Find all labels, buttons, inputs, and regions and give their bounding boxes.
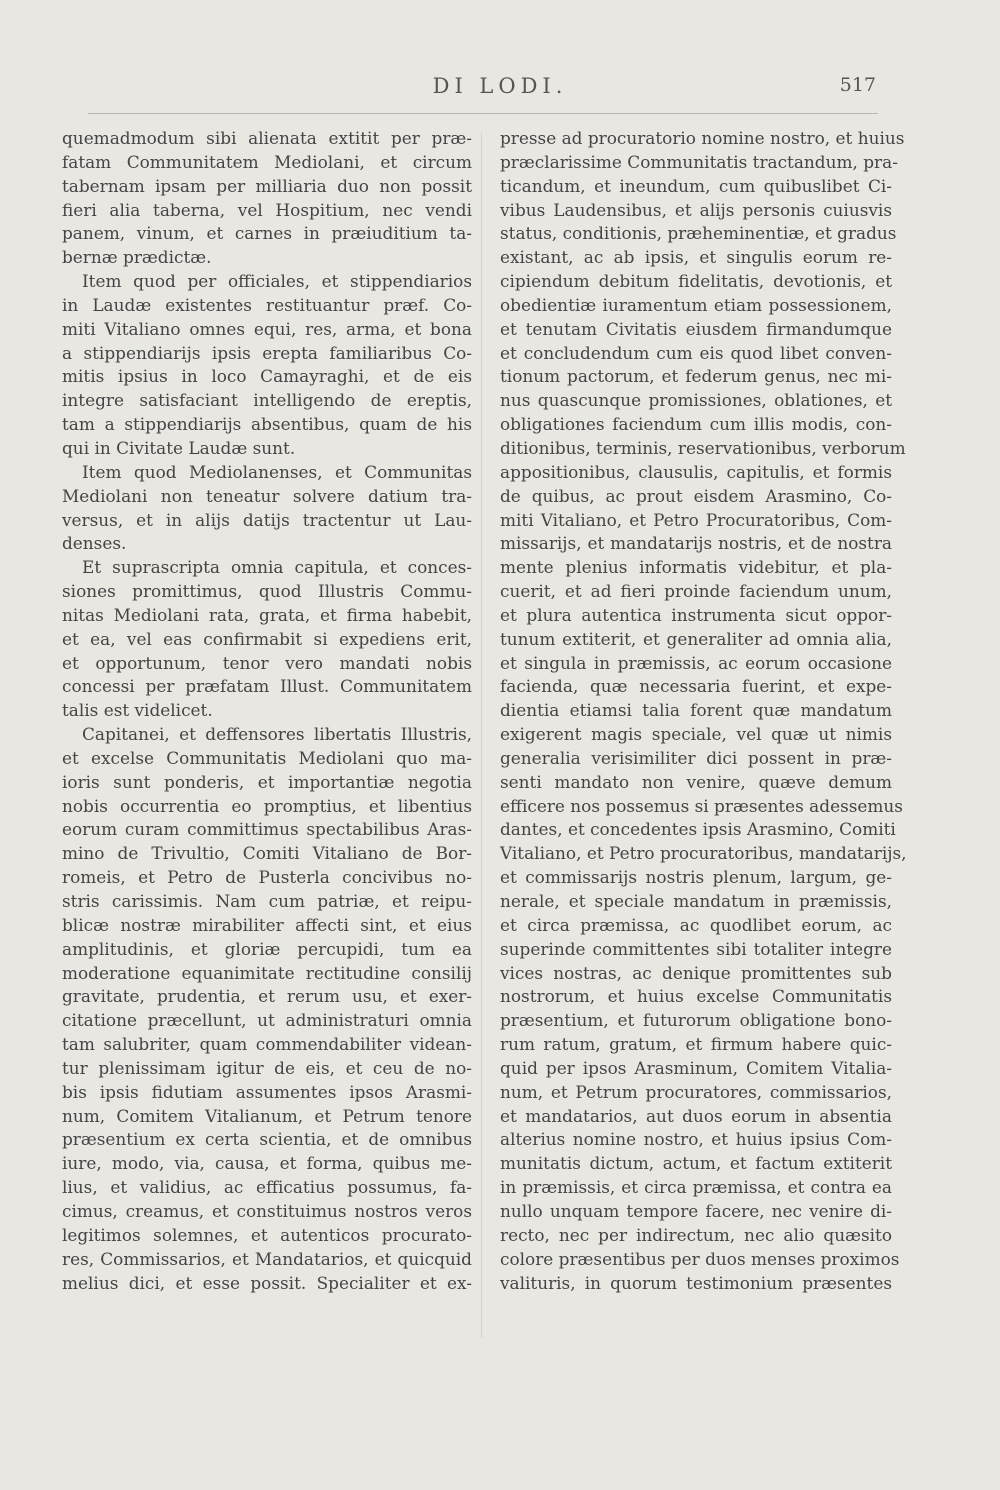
text-line: generalia verisimiliter dici possent in præ-: [500, 747, 892, 768]
text-line: stris carissimis. Nam cum patriæ, et reipu-: [62, 891, 472, 911]
text-line: obedientiæ iuramentum etiam possessionem,: [500, 294, 892, 315]
text-line: præsentium, et futurorum obligatione bono-: [500, 1010, 892, 1031]
text-line: num, Comitem Vitalianum, et Petrum tenore: [62, 1105, 472, 1126]
text-line: recto, nec per indirectum, nec alio quæsito: [500, 1224, 892, 1245]
text-line: facienda, quæ necessaria fuerint, et expe-: [500, 676, 892, 697]
page-number: 517: [839, 74, 876, 96]
text-line: cimus, creamus, et constituimus nostros veros: [62, 1200, 472, 1221]
text-line: rum ratum, gratum, et firmum habere quic-: [500, 1034, 892, 1055]
paragraph: [62, 461, 472, 556]
text-line: cuerit, et ad fieri proinde faciendum unum,: [500, 581, 892, 602]
text-line: Vitaliano, et Petro procuratoribus, mandatarijs,: [500, 843, 907, 864]
text-line: melius dici, et esse possit. Specialiter et ex-: [62, 1272, 472, 1293]
text-line: munitatis dictum, actum, et factum extiterit: [500, 1153, 892, 1174]
text-line: presse ad procuratorio nomine nostro, et huius: [500, 128, 905, 148]
column-divider: [481, 133, 482, 1338]
text-line: blicæ nostræ mirabiliter affecti sint, et eius: [62, 914, 472, 935]
text-line: præsentium ex certa scientia, et de omnibus: [62, 1129, 472, 1150]
text-line: tionum pactorum, et federum genus, nec mi-: [500, 366, 892, 387]
text-line: Item quod per officiales, et stippendiarios: [82, 271, 472, 292]
text-line: de quibus, ac prout eisdem Arasmino, Co-: [500, 485, 892, 506]
text-line: mente plenius informatis videbitur, et pla-: [500, 557, 892, 578]
text-line: talis est videlicet.: [62, 700, 213, 721]
right-column: [500, 127, 907, 1295]
text-line: ioris sunt ponderis, et importantiæ negotia: [62, 771, 472, 792]
text-line: appositionibus, clausulis, capitulis, et formis: [500, 461, 892, 482]
text-line: nus quascunque promissiones, oblationes, et: [500, 390, 892, 411]
text-line: et ea, vel eas confirmabit si expediens erit,: [62, 628, 472, 649]
text-line: et concludendum cum eis quod libet conven-: [500, 342, 892, 363]
text-line: et commissarijs nostris plenum, largum, ge-: [500, 867, 892, 888]
text-line: ditionibus, terminis, reservationibus, verborum: [500, 437, 906, 458]
text-line: fatam Communitatem Mediolani, et circum: [62, 151, 472, 172]
text-line: num, et Petrum procuratores, commissarios,: [500, 1081, 892, 1102]
text-line: nullo unquam tempore facere, nec venire di-: [500, 1200, 892, 1221]
text-line: amplitudinis, et gloriæ percupidi, tum ea: [62, 938, 472, 959]
text-line: dientia etiamsi talia forent quæ mandatum: [500, 700, 892, 721]
text-line: et tenutam Civitatis eiusdem firmandumque: [500, 318, 892, 339]
text-line: vices nostras, ac denique promittentes sub: [500, 962, 892, 983]
text-line: lius, et validius, ac efficatius possumus, fa-: [62, 1177, 472, 1198]
paragraph: [62, 556, 472, 723]
text-line: integre satisfaciant intelligendo de ereptis,: [62, 390, 472, 411]
text-line: missarijs, et mandatarijs nostris, et de nostra: [500, 533, 892, 554]
text-line: et excelse Communitatis Mediolani quo ma-: [62, 747, 472, 768]
text-line: obligationes faciendum cum illis modis, con-: [500, 414, 892, 435]
text-line: senti mandato non venire, quæve demum: [500, 771, 892, 792]
text-line: nostrorum, et huius excelse Communitatis: [500, 986, 892, 1007]
text-line: cipiendum debitum fidelitatis, devotionis, et: [500, 271, 892, 292]
text-line: colore præsentibus per duos menses proximos: [500, 1248, 900, 1269]
text-line: fieri alia taberna, vel Hospitium, nec vendi: [62, 199, 472, 220]
text-line: siones promittimus, quod Illustris Commu-: [62, 581, 472, 602]
text-line: nerale, et speciale mandatum in præmissis,: [500, 891, 892, 911]
text-line: alterius nomine nostro, et huius ipsius Com-: [500, 1129, 892, 1150]
text-line: miti Vitaliano, et Petro Procuratoribus, Com-: [500, 509, 892, 530]
text-line: quid per ipsos Arasminum, Comitem Vitalia-: [500, 1057, 892, 1078]
text-line: nobis occurrentia eo promptius, et libentius: [62, 795, 472, 816]
text-line: Capitanei, et deffensores libertatis Illustris,: [82, 724, 472, 745]
paragraph: [500, 127, 907, 1295]
text-line: mitis ipsius in loco Camayraghi, et de eis: [62, 366, 472, 387]
text-line: et mandatarios, aut duos eorum in absentia: [500, 1105, 892, 1126]
text-line: denses.: [62, 533, 127, 554]
text-line: valituris, in quorum testimonium præsentes: [500, 1272, 892, 1293]
text-line: panem, vinum, et carnes in præiuditium ta-: [62, 223, 472, 244]
text-line: a stippendiarijs ipsis erepta familiaribus Co-: [62, 342, 472, 363]
text-line: Item quod Mediolanenses, et Communitas: [82, 461, 472, 482]
text-line: nitas Mediolani rata, grata, et firma habebit,: [62, 604, 472, 625]
text-line: tam a stippendiarijs absentibus, quam de his: [62, 414, 472, 435]
text-line: Et suprascripta omnia capitula, et conces-: [82, 557, 472, 578]
text-line: exigerent magis speciale, vel quæ ut nimis: [500, 724, 892, 745]
paragraph: [62, 723, 472, 1295]
text-line: mino de Trivultio, Comiti Vitaliano de Bor-: [62, 843, 472, 864]
text-line: tunum extiterit, et generaliter ad omnia alia,: [500, 628, 892, 649]
text-line: et circa præmissa, ac quodlibet eorum, ac: [500, 914, 892, 935]
running-title: DI LODI.: [432, 74, 568, 98]
text-line: qui in Civitate Laudæ sunt.: [62, 437, 296, 458]
text-line: tabernam ipsam per milliaria duo non possit: [62, 175, 472, 196]
text-line: superinde committentes sibi totaliter integre: [500, 938, 892, 959]
text-line: et opportunum, tenor vero mandati nobis: [62, 652, 472, 673]
paragraph: [62, 270, 472, 461]
left-column: [62, 127, 472, 1295]
text-line: status, conditionis, præheminentiæ, et gradus: [500, 223, 897, 244]
text-line: iure, modo, via, causa, et forma, quibus me-: [62, 1153, 472, 1174]
text-line: in Laudæ existentes restituantur præf. Co-: [62, 294, 472, 315]
text-line: et singula in præmissis, ac eorum occasione: [500, 652, 892, 673]
text-line: ticandum, et ineundum, cum quibuslibet Ci-: [500, 175, 892, 196]
text-line: res, Commissarios, et Mandatarios, et quicquid: [62, 1248, 472, 1269]
text-line: existant, ac ab ipsis, et singulis eorum re-: [500, 247, 892, 268]
page-header: [0, 74, 1000, 104]
text-line: moderatione equanimitate rectitudine consilij: [62, 962, 472, 983]
text-line: in præmissis, et circa præmissa, et contra ea: [500, 1177, 892, 1198]
text-line: gravitate, prudentia, et rerum usu, et exer-: [62, 986, 472, 1007]
paragraph: [62, 127, 472, 270]
text-line: versus, et in alijs datijs tractentur ut Lau-: [62, 509, 472, 530]
text-line: bernæ prædictæ.: [62, 247, 212, 268]
text-line: tam salubriter, quam commendabiliter videan-: [62, 1034, 472, 1055]
text-line: romeis, et Petro de Pusterla concivibus no-: [62, 867, 472, 888]
text-line: tur plenissimam igitur de eis, et ceu de no-: [62, 1057, 472, 1078]
text-line: bis ipsis fidutiam assumentes ipsos Arasmi-: [62, 1081, 472, 1102]
text-line: præclarissime Communitatis tractandum, pra-: [500, 151, 898, 172]
text-line: concessi per præfatam Illust. Communitatem: [62, 676, 472, 697]
text-line: vibus Laudensibus, et alijs personis cuiusvis: [500, 199, 892, 220]
text-line: citatione præcellunt, ut administraturi omnia: [62, 1010, 472, 1031]
text-line: efficere nos possemus si præsentes adessemus: [500, 795, 903, 816]
text-line: legitimos solemnes, et autenticos procurato-: [62, 1224, 472, 1245]
header-rule: [88, 113, 878, 114]
text-line: miti Vitaliano omnes equi, res, arma, et bona: [62, 318, 472, 339]
text-line: et plura autentica instrumenta sicut oppor-: [500, 604, 892, 625]
text-line: Mediolani non teneatur solvere datium tra-: [62, 485, 472, 506]
text-line: quemadmodum sibi alienata extitit per præ-: [62, 128, 472, 148]
text-line: dantes, et concedentes ipsis Arasmino, Comiti: [500, 819, 896, 840]
text-line: eorum curam committimus spectabilibus Aras-: [62, 819, 472, 840]
